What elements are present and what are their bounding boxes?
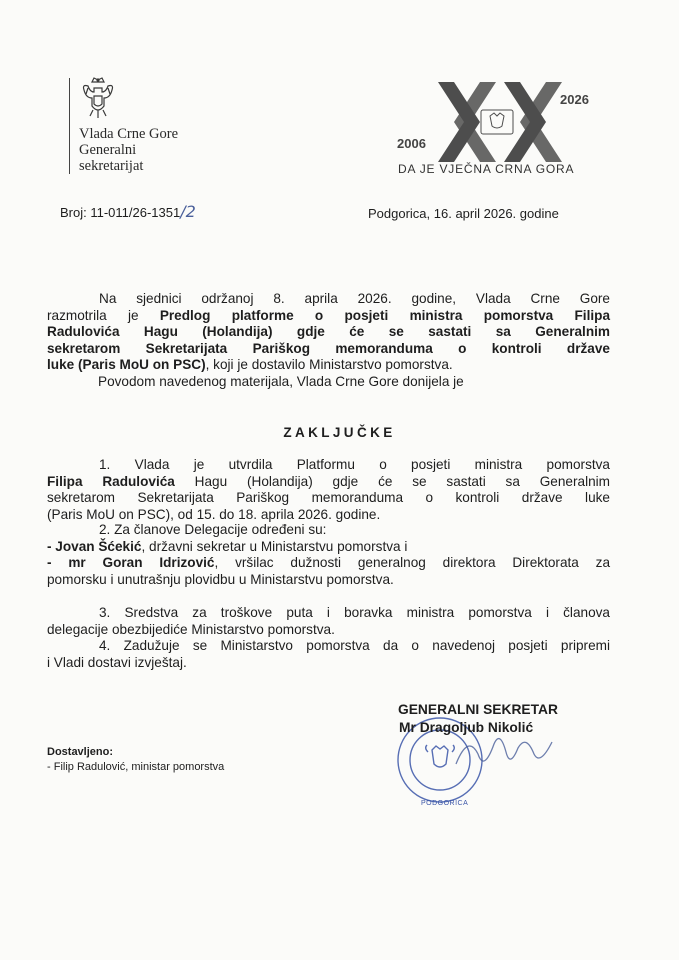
intro-text: Na sjednici održanoj 8. aprila 2026. godine, Vlada Crne Gore bbox=[99, 291, 610, 306]
conclusion-line: 3. Sredstva za troškove puta i boravka ministra pomorstva i članova bbox=[99, 605, 610, 620]
jubilee-year-start: 2006 bbox=[397, 136, 426, 151]
conclusion-line: (Paris MoU on PSC), od 15. do 18. aprila 2026. godine. bbox=[47, 506, 381, 522]
conclusion-line bbox=[47, 474, 610, 491]
gov-name-line-2: Generalni bbox=[79, 142, 137, 158]
intro-text: , koji je dostavilo Ministarstvo pomorstva. bbox=[205, 357, 453, 373]
conclusions-heading: ZAKLJUČKE bbox=[283, 425, 396, 440]
intro-second-line: Povodom navedenog materijala, Vlada Crne Gore donijela je bbox=[98, 374, 464, 389]
intro-line bbox=[47, 341, 610, 358]
government-name bbox=[79, 126, 178, 174]
intro-line bbox=[47, 324, 610, 341]
conclusion-line bbox=[47, 539, 610, 556]
conclusion-line: sekretarom Sekretarijata Pariškog memoranduma o kontroli države luke bbox=[47, 490, 610, 506]
intro-line bbox=[47, 308, 610, 325]
conclusion-line: 2. Za članove Delegacije određeni su: bbox=[99, 522, 327, 537]
conclusion-1 bbox=[47, 457, 610, 523]
conclusion-3 bbox=[47, 605, 610, 638]
conclusion-line bbox=[47, 555, 610, 572]
conclusion-text: Hagu (Holandija) gdje će se sastati sa Generalnim bbox=[174, 473, 610, 489]
conclusion-bold-text: - Jovan Šćekić bbox=[47, 538, 142, 554]
intro-line bbox=[47, 291, 610, 308]
distribution-item: - Filip Radulović, ministar pomorstva bbox=[47, 761, 225, 773]
handwritten-suffix: /2 bbox=[180, 202, 196, 221]
signatory-title: GENERALNI SEKRETAR bbox=[398, 702, 558, 717]
intro-text: razmotrila je bbox=[47, 307, 160, 323]
intro-bold-text: Predlog platforme o posjeti ministra pomorstva Filipa bbox=[159, 307, 610, 323]
stamp-city: PODGORICA bbox=[421, 800, 469, 807]
conclusion-line: delegacije obezbijediće Ministarstvo pomorstva. bbox=[47, 621, 335, 637]
intro-bold-text: luke (Paris MoU on PSC) bbox=[47, 357, 206, 373]
intro-paragraph bbox=[47, 291, 610, 374]
intro-line bbox=[47, 357, 610, 374]
reference-number-text: Broj: 11-011/26-1351 bbox=[60, 205, 181, 220]
conclusion-text: , vršilac dužnosti generalnog direktora Direktorata za bbox=[214, 555, 610, 571]
conclusion-line: 4. Zadužuje se Ministarstvo pomorstva da o navedenoj posjeti pripremi bbox=[99, 638, 610, 653]
jubilee-year-end: 2026 bbox=[560, 92, 589, 107]
reference-number bbox=[60, 202, 196, 221]
conclusion-2 bbox=[47, 522, 610, 588]
conclusion-line: i Vladi dostavi izvještaj. bbox=[47, 654, 187, 670]
conclusion-line: 1. Vlada je utvrdila Platformu o posjeti ministra pomorstva bbox=[99, 457, 610, 472]
conclusion-bold-text: - mr Goran Idrizović bbox=[47, 555, 215, 571]
header-divider bbox=[69, 78, 70, 174]
distribution-label: Dostavljeno: bbox=[47, 746, 114, 758]
intro-bold-text: sekretarom Sekretarijata Pariškog memoranduma o kontroli države bbox=[47, 340, 610, 356]
document-date: Podgorica, 16. april 2026. godine bbox=[368, 206, 559, 221]
coat-of-arms-icon bbox=[78, 76, 118, 120]
conclusion-text: , državni sekretar u Ministarstvu pomorstva i bbox=[141, 538, 408, 554]
conclusion-line: pomorsku i unutrašnju plovidbu u Ministarstvu pomorstva. bbox=[47, 571, 394, 587]
jubilee-motto: DA JE VJEČNA CRNA GORA bbox=[398, 162, 575, 176]
intro-bold-text: Radulovića Hagu (Holandija) gdje će se sastati sa Generalnim bbox=[47, 324, 610, 340]
gov-name-line-1: Vlada Crne Gore bbox=[79, 126, 179, 142]
signatory-name: Mr Dragoljub Nikolić bbox=[399, 720, 534, 735]
conclusion-bold-text: Filipa Radulovića bbox=[47, 473, 175, 489]
gov-name-line-3: sekretarijat bbox=[79, 158, 144, 174]
conclusion-4 bbox=[47, 638, 610, 671]
